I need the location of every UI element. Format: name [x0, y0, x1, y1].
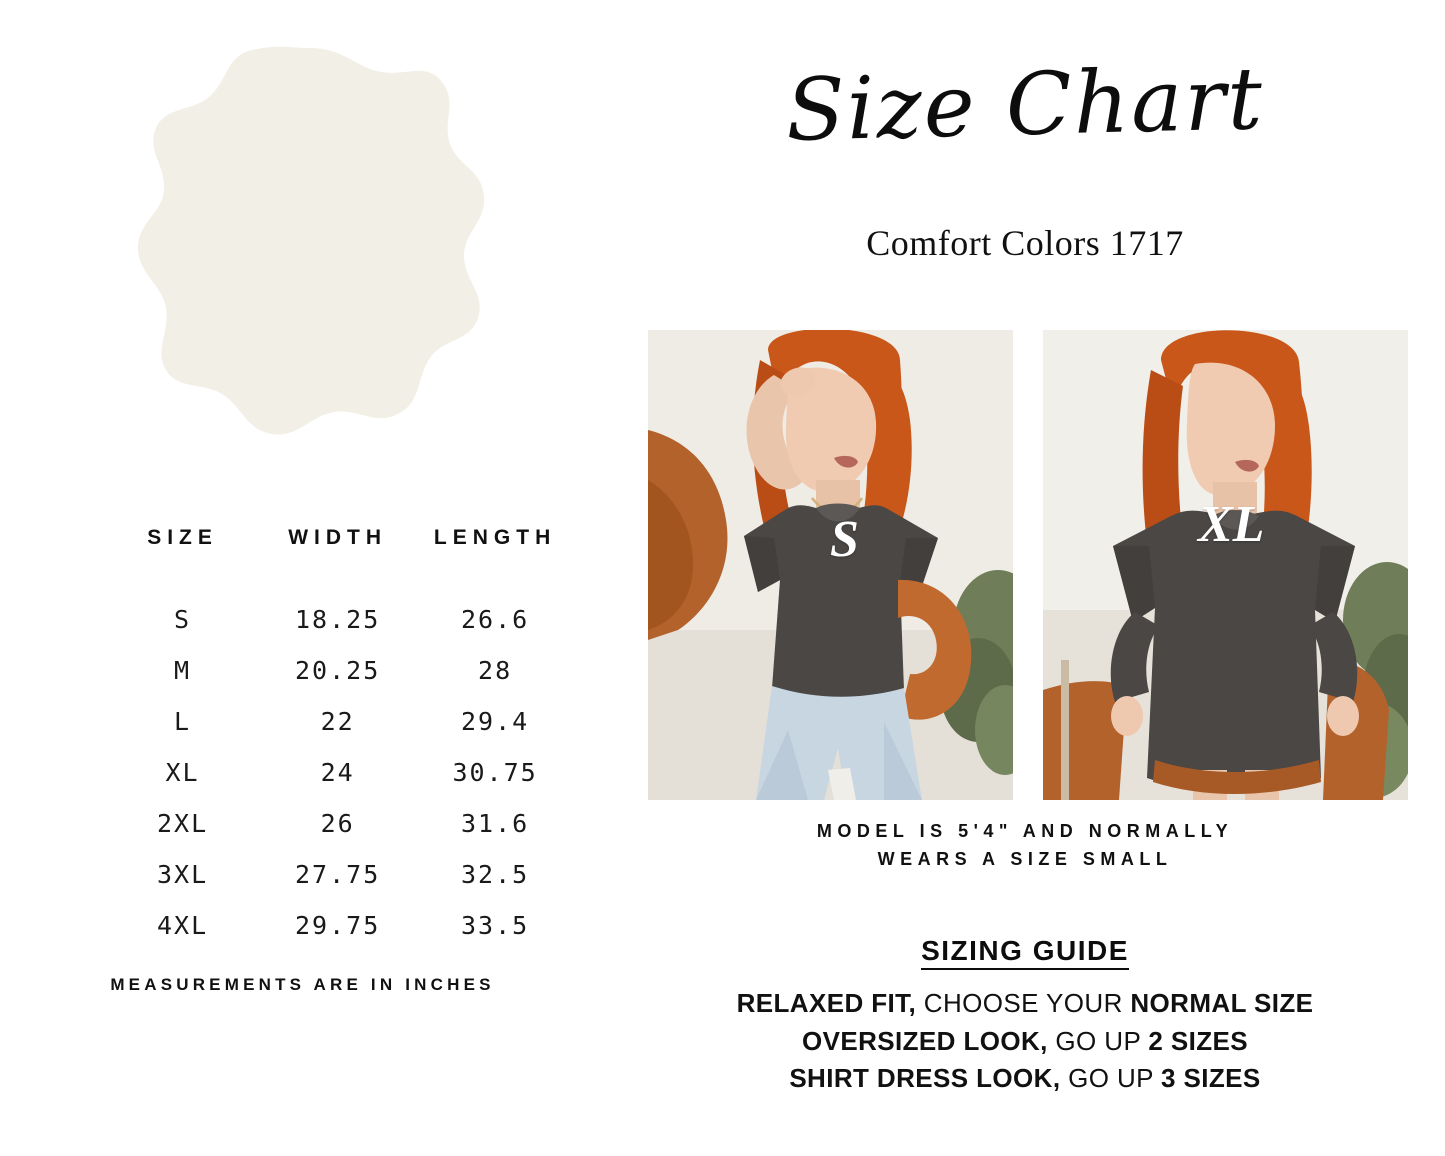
cell-length: 33.5	[460, 911, 530, 940]
guide-line-3-mid: GO UP	[1060, 1063, 1162, 1094]
model-photo-small	[648, 330, 1013, 800]
right-column	[605, 0, 1445, 1156]
decorative-blob	[130, 42, 490, 462]
cell-length: 29.4	[460, 707, 530, 736]
cell-size: M	[174, 656, 192, 685]
cell-width: 29.75	[295, 911, 381, 940]
table-row	[105, 900, 575, 951]
guide-line-3-strong-end: 3 SIZES	[1161, 1063, 1261, 1094]
table-row	[105, 798, 575, 849]
column-header-width: WIDTH	[288, 526, 388, 549]
guide-line-2-strong-end: 2 SIZES	[1148, 1025, 1248, 1056]
cell-width: 24	[320, 758, 355, 787]
cell-length: 30.75	[452, 758, 538, 787]
table-row	[105, 645, 575, 696]
page-subtitle: Comfort Colors 1717	[866, 223, 1184, 263]
cell-width: 18.25	[295, 605, 381, 634]
table-row	[105, 696, 575, 747]
table-row	[105, 747, 575, 798]
cell-length: 28	[478, 656, 513, 685]
cell-length: 31.6	[460, 809, 530, 838]
guide-line-2-mid: GO UP	[1047, 1025, 1149, 1056]
sizing-guide-title	[605, 935, 1445, 967]
model-photo-xl	[1043, 330, 1408, 800]
model-note-line-1: MODEL IS 5'4" AND NORMALLY	[816, 821, 1234, 841]
page-title: Size Chart	[784, 49, 1266, 161]
cell-width: 26	[320, 809, 355, 838]
table-row	[105, 594, 575, 645]
sizing-guide-line	[605, 1023, 1445, 1061]
size-table	[105, 525, 575, 951]
sizing-guide-line	[605, 985, 1445, 1023]
guide-line-1-mid: CHOOSE YOUR	[916, 988, 1131, 1018]
model-note	[605, 818, 1445, 874]
sizing-guide-line	[605, 1060, 1445, 1098]
cell-size: S	[174, 605, 192, 634]
cell-width: 22	[320, 707, 355, 736]
cell-size: 4XL	[156, 911, 209, 940]
cell-size: 2XL	[156, 809, 209, 838]
column-header-length: LENGTH	[433, 526, 557, 549]
cell-size: L	[174, 707, 192, 736]
sizing-guide-title-text: SIZING GUIDE	[921, 935, 1129, 970]
left-column	[0, 0, 605, 1156]
sizing-guide-lines	[605, 985, 1445, 1098]
table-header-row	[105, 525, 575, 594]
table-row	[105, 849, 575, 900]
column-header-size: SIZE	[147, 526, 218, 549]
guide-line-1-strong-end: NORMAL SIZE	[1130, 988, 1314, 1018]
tee-size-label-small: S	[830, 511, 859, 568]
cell-length: 26.6	[460, 605, 530, 634]
cell-size: 3XL	[156, 860, 209, 889]
cell-width: 20.25	[295, 656, 381, 685]
cell-width: 27.75	[295, 860, 381, 889]
photo-gallery	[613, 330, 1443, 800]
guide-line-2-strong-start: OVERSIZED LOOK,	[801, 1025, 1048, 1056]
cell-length: 32.5	[460, 860, 530, 889]
measurements-note: MEASUREMENTS ARE IN INCHES	[110, 975, 495, 994]
cell-size: XL	[165, 758, 200, 787]
guide-line-1-strong-start: RELAXED FIT,	[736, 988, 917, 1018]
guide-line-3-strong-start: SHIRT DRESS LOOK,	[789, 1063, 1061, 1094]
model-note-line-2: WEARS A SIZE SMALL	[877, 848, 1173, 869]
tee-size-label-xl: XL	[1198, 496, 1265, 553]
